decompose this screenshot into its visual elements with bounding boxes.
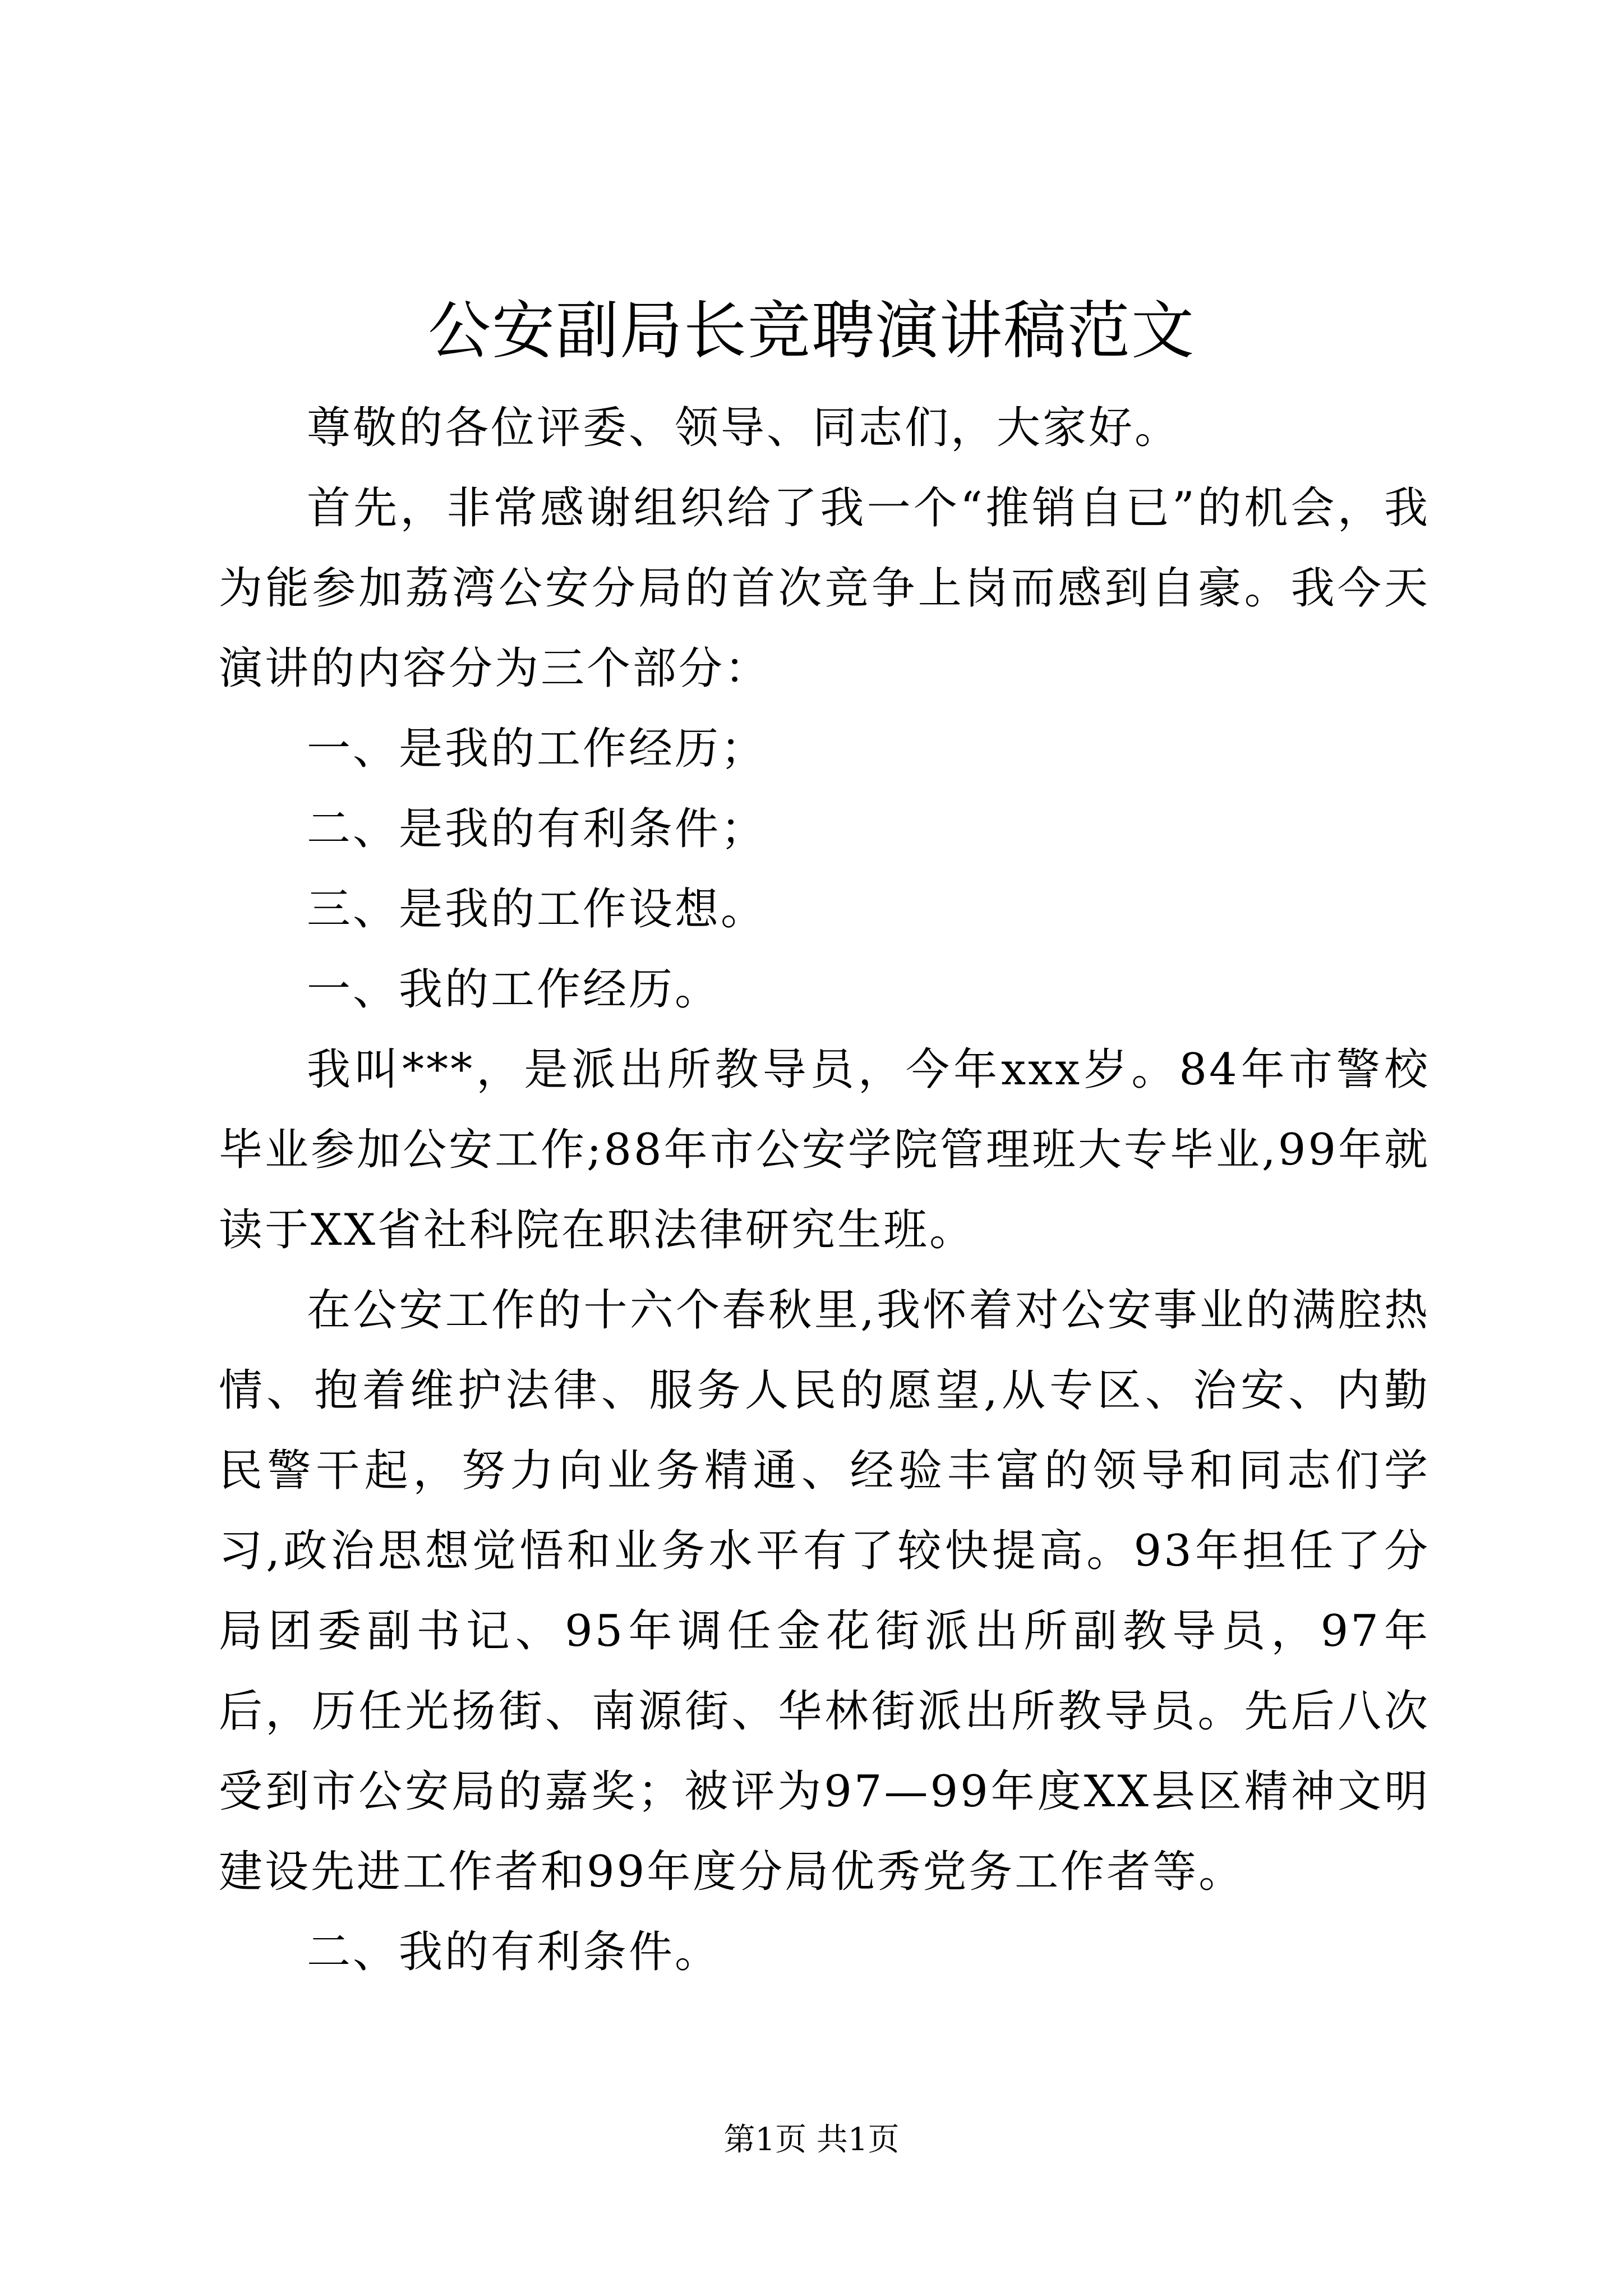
section-heading-advantages: 二、我的有利条件。 — [307, 1927, 721, 1977]
paragraph-intro: 首先，非常感谢组织给了我一个“推销自已”的机会，我为能参加荔湾公安分局的首次竞争上岗而感到自豪。我今天演讲的内容分为三个部分： — [219, 483, 1430, 694]
paragraph-greeting: 尊敬的各位评委、领导、同志们，大家好。 — [307, 403, 1181, 453]
document-body — [219, 388, 1430, 1993]
paragraph-personal-background: 我叫***，是派出所教导员，今年xxx岁。84年市警校毕业参加公安工作;88年市公安学院管理班大专毕业,99年就读于XX省社科院在职法律研究生班。 — [219, 1045, 1430, 1255]
page-number-footer: 第1页 共1页 — [723, 2122, 900, 2158]
section-heading-work-history: 一、我的工作经历。 — [307, 964, 721, 1015]
document-title: 公安副局长竞聘演讲稿范文 — [428, 295, 1195, 367]
paragraph-career-details: 在公安工作的十六个春秋里,我怀着对公安事业的满腔热情、抱着维护法律、服务人民的愿望,从专区、治安、内勤民警干起，努力向业务精通、经验丰富的领导和同志们学习,政治思想觉悟和业务水平有了较快提高。93年担任了分局团委副书记、95年调任金花街派出所副教导员，97年后，历任光扬街、南源街、华林街派出所教导员。先后八次受到市公安局的嘉奖；被评为97—99年度XX县区精神文明建设先进工作者和99年度分局优秀党务工作者等。 — [219, 1285, 1430, 1897]
paragraph-outline-2: 二、是我的有利条件； — [307, 804, 767, 854]
paragraph-outline-3: 三、是我的工作设想。 — [307, 884, 767, 935]
paragraph-outline-1: 一、是我的工作经历； — [307, 724, 767, 774]
